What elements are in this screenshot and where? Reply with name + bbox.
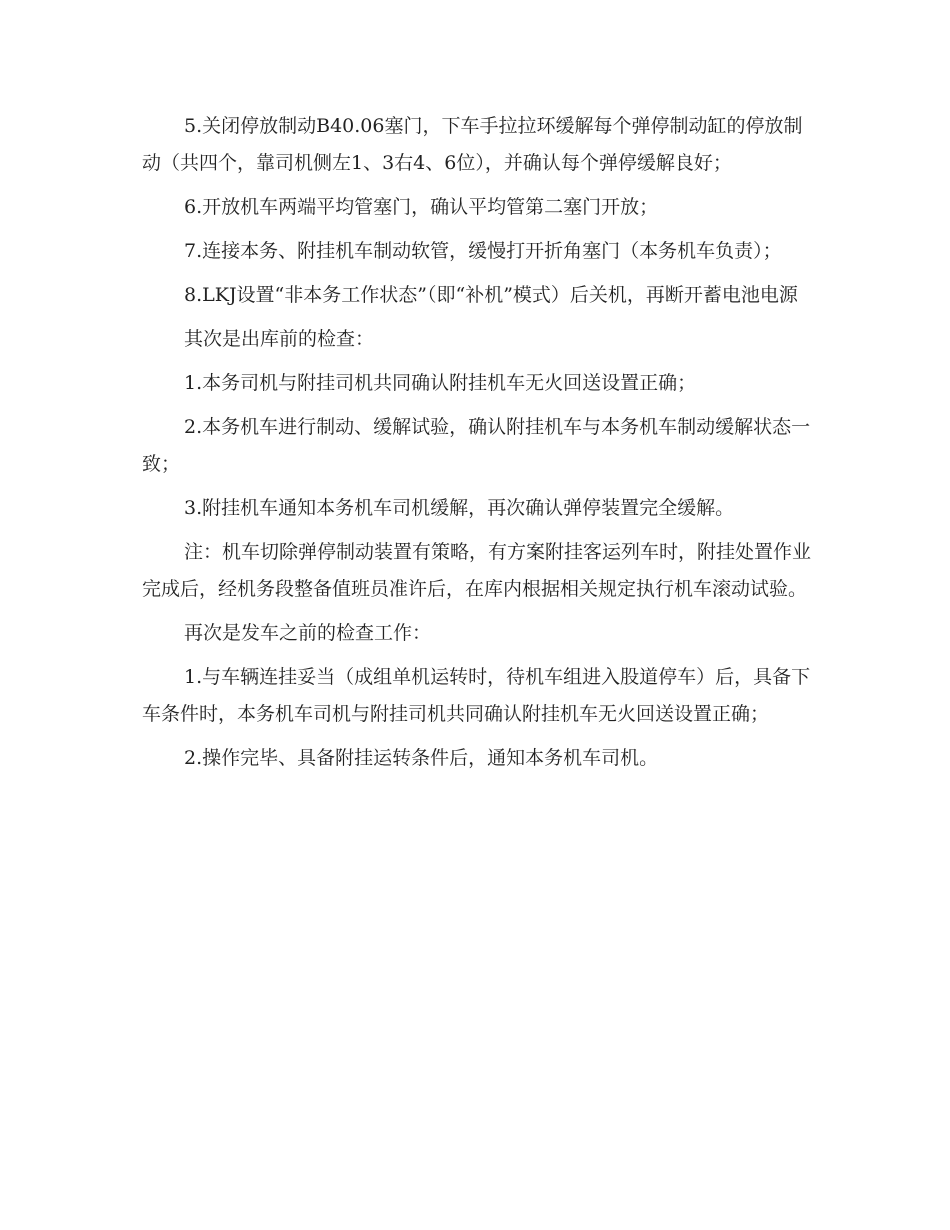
paragraph-pre-depot-2: 2.本务机车进行制动、缓解试验，确认附挂机车与本务机车制动缓解状态一致； (142, 416, 811, 475)
section-heading-pre-depot-check: 其次是出库前的检查： (184, 328, 375, 350)
paragraph-pre-depot-3: 3.附挂机车通知本务机车司机缓解，再次确认弹停装置完全缓解。 (184, 497, 735, 519)
paragraph-pre-departure-1: 1.与车辆连挂妥当（成组单机运转时，待机车组进入股道停车）后，具备下车条件时，本务机车司机与附挂司机共同确认附挂机车无火回送设置正确； (142, 666, 811, 725)
paragraph-step-6: 6.开放机车两端平均管塞门，确认平均管第二塞门开放； (184, 196, 659, 218)
paragraph-step-5: 5.关闭停放制动B40.06塞门，下车手拉拉环缓解每个弹停制动缸的停放制动（共四个，靠司机侧左1、3右4、6位），并确认每个弹停缓解良好； (142, 115, 803, 174)
section-heading-pre-departure-check: 再次是发车之前的检查工作： (184, 622, 432, 644)
paragraph-note: 注：机车切除弹停制动装置有策略，有方案附挂客运列车时，附挂处置作业完成后，经机务段整备值班员准许后，在库内根据相关规定执行机车滚动试验。 (142, 541, 812, 600)
paragraph-step-7: 7.连接本务、附挂机车制动软管，缓慢打开折角塞门（本务机车负责）； (184, 240, 782, 262)
document-page (142, 108, 814, 777)
paragraph-step-8: 8.LKJ设置“非本务工作状态”（即“补机”模式）后关机，再断开蓄电池电源 (184, 284, 798, 306)
paragraph-pre-depot-1: 1.本务司机与附挂司机共同确认附挂机车无火回送设置正确； (184, 372, 697, 394)
paragraph-pre-departure-2: 2.操作完毕、具备附挂运转条件后，通知本务机车司机。 (184, 747, 659, 769)
